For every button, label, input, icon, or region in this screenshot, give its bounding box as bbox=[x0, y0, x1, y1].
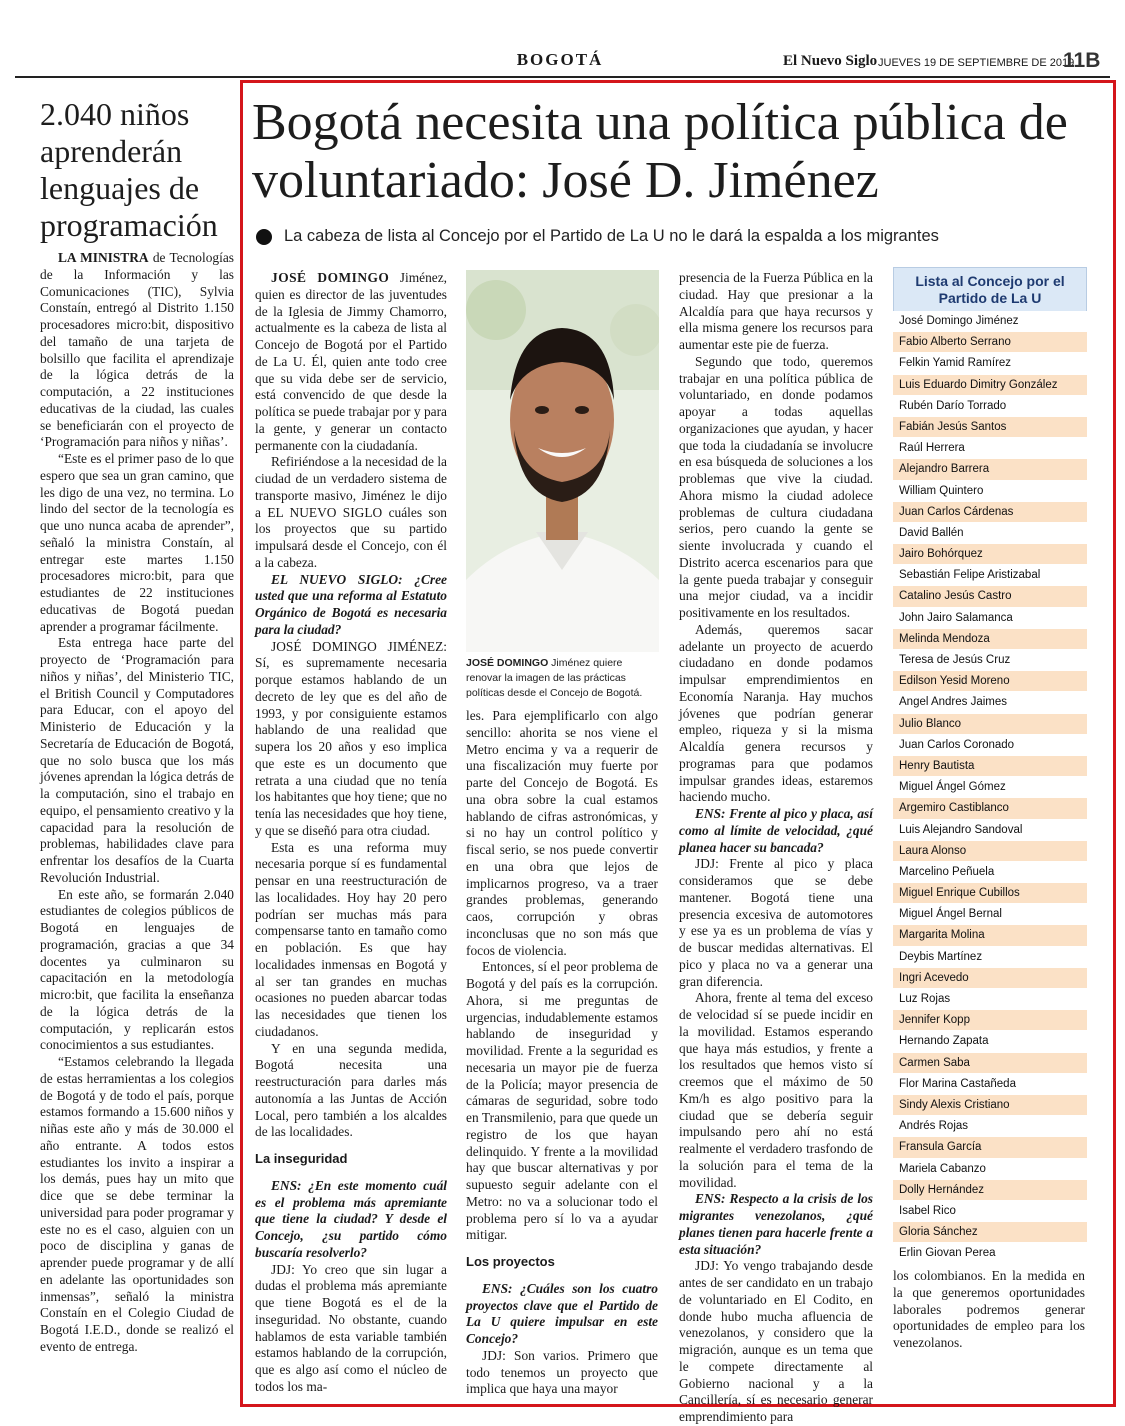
paragraph: JDJ: Yo creo que sin lugar a dudas el problema más apremiante que tiene Bogotá es el de la inseguridad. No obstante, cuando hablamos de esta variable también estamos hablando de la corrupción, que es algo así como el núcleo de todos los ma- bbox=[255, 1261, 447, 1394]
candidate-list-item: Erlin Giovan Perea bbox=[893, 1243, 1087, 1264]
subtitle-text: La cabeza de lista al Concejo por el Partido de La U no le dará la espalda a los migrantes bbox=[284, 227, 939, 245]
article-column-2 bbox=[466, 708, 658, 1398]
interview-question: EL NUEVO SIGLO: ¿Cree usted que una reforma al Estatuto Orgánico de Bogotá es necesaria para la ciudad? bbox=[255, 571, 447, 637]
candidate-list-item: Carmen Saba bbox=[893, 1053, 1087, 1074]
candidate-list-item: Teresa de Jesús Cruz bbox=[893, 650, 1087, 671]
paragraph: Segundo que todo, queremos trabajar en una política pública de voluntariado, en donde podamos apoyar a todas aquellas organizaciones que ayudan, y hacer que toda la ciudadanía se involucre en esa búsqueda de soluciones a los problemas que vive la ciudad. Ahora mismo la ciudad adolece problemas de cultura ciudadana serios, pero cuando la gente se siente involucrada y cuando el Distrito acerca escenarios para que la gente pueda trabajar y conseguir una mejor ciudad, va a incidir positivamente en los resultados. bbox=[679, 353, 873, 620]
paragraph: JDJ: Yo vengo trabajando desde antes de ser candidato en un trabajo de voluntariado en El Codito, en donde hubo mucha afluencia de venezolanos, y considero que la migración, aunque es un tema que le compete directamente al Gobierno nacional y a la Cancillería, sí es necesario generar emprendimiento para bbox=[679, 1258, 873, 1424]
paragraph: les. Para ejemplificarlo con algo sencillo: ahorita se nos viene el Metro encima y va a requerir de una fiscalización muy fuerte por parte del Concejo de Bogotá. Es una obra sobre la cual estamos hablando de cifras astronómicas, y si no hay un control político y fiscal serio, se nos puede convertir en una obra que lejos de implicarnos progreso, va a traer grandes problemas, generando caos, corrupción y obras inconclusas que no son más que focos de violencia. bbox=[466, 708, 658, 958]
main-article-title: Bogotá necesita una política pública de voluntariado: José D. Jiménez bbox=[252, 94, 1068, 209]
photo-caption bbox=[466, 656, 660, 701]
article-column-4 bbox=[893, 1268, 1085, 1352]
paragraph: Además, queremos sacar adelante un proyecto de acuerdo ciudadano en donde podamos impulsar emprendimientos en Economía Naranja. Hay muchos jóvenes que podrían generar empleo, riqueza y si la misma Alcaldía genera recursos y programas para que podamos impulsar grandes ideas, estaremos haciendo mucho. bbox=[679, 621, 873, 805]
candidate-list-item: Andrés Rojas bbox=[893, 1116, 1087, 1137]
portrait-photo bbox=[466, 270, 659, 652]
candidate-list-item: Luis Eduardo Dimitry González bbox=[893, 375, 1087, 396]
candidate-list-item: Catalino Jesús Castro bbox=[893, 586, 1087, 607]
paragraph: JOSÉ DOMINGO JIMÉNEZ: Sí, es supremamente necesaria porque estamos hablando de un decreto de ley que es del año de 1993, y por consiguiente estamos hablando de una realidad que supera los 20 años y eso implica que este es un documento que retrata a una ciudad que no tenía los habitantes que hoy tiene; que no tenía las necesidades que hoy tiene, y que se diseñó para otra ciudad. bbox=[255, 638, 447, 838]
candidate-list-item: Luz Rojas bbox=[893, 989, 1087, 1010]
side-paragraph bbox=[40, 250, 234, 451]
candidate-list-item: Marcelino Peñuela bbox=[893, 862, 1087, 883]
section-heading: La inseguridad bbox=[255, 1151, 348, 1166]
candidate-list-item: Deybis Martínez bbox=[893, 947, 1087, 968]
paragraph: Y en una segunda medida, Bogotá necesita una reestructuración para darles más autonomía a las Juntas de Acción Local, pero también a los alcaldes de las localidades. bbox=[255, 1040, 447, 1140]
candidate-list-rows bbox=[893, 311, 1087, 1264]
section-name: BOGOTÁ bbox=[516, 50, 604, 69]
candidate-list-item: Julio Blanco bbox=[893, 714, 1087, 735]
paragraph bbox=[255, 270, 447, 454]
candidate-list-item: Rubén Darío Torrado bbox=[893, 396, 1087, 417]
newspaper-name: El Nuevo Siglo bbox=[783, 53, 878, 69]
candidate-list-item: Miguel Ángel Gómez bbox=[893, 777, 1087, 798]
candidate-list bbox=[893, 267, 1087, 1263]
candidate-list-item: Miguel Enrique Cubillos bbox=[893, 883, 1087, 904]
paragraph: presencia de la Fuerza Pública en la ciudad. Hay que presionar a la Alcaldía para que haya recursos y ella misma genere los recursos para aumentar este pie de fuerza. bbox=[679, 270, 873, 352]
side-lead: LA MINISTRA bbox=[58, 250, 149, 265]
candidate-list-item: David Ballén bbox=[893, 523, 1087, 544]
interview-question: ENS: ¿En este momento cuál es el problema más apremiante que tiene la ciudad? Y desde el Concejo, ¿su partido cómo buscaría resolverlo? bbox=[255, 1177, 447, 1260]
paragraph: JDJ: Frente al pico y placa consideramos que se debe mantener. Bogotá tiene una presencia excesiva de automotores y ese ya es un problema de vías y de buscar medidas alternativas. El pico y placa no va a generar una gran diferencia. bbox=[679, 856, 873, 989]
paragraph: Ahora, frente al tema del exceso de velocidad sí se puede incidir en la movilidad. Estamos esperando que haya más estudios, y frente a los resultados que hemos visto sí creemos que el máximo de 50 Km/h es algo positivo para la ciudad que se debería seguir impulsando pero ahí no está realmente el verdadero trasfondo de la solución para el tema de la movilidad. bbox=[679, 990, 873, 1190]
side-paragraph: “Este es el primer paso de lo que espero que sea un gran camino, que les digo de una vez, no termina. Lo lindo del sector de la tecnología es que uno nunca acaba de aprender”, señaló la ministra Constaín, al entregar este martes 1.150 procesadores micro:bit, para que estudiantes de 22 instituciones educativas de Bogotá puedan aprender a programar fácilmente. bbox=[40, 451, 234, 634]
lead-name: JOSÉ DOMINGO bbox=[271, 270, 390, 285]
candidate-list-item: Henry Bautista bbox=[893, 756, 1087, 777]
candidate-list-item: Laura Alonso bbox=[893, 841, 1087, 862]
candidate-list-item: Hernando Zapata bbox=[893, 1031, 1087, 1052]
candidate-list-item: Juan Carlos Coronado bbox=[893, 735, 1087, 756]
candidate-list-item: Jairo Bohórquez bbox=[893, 544, 1087, 565]
main-article-subtitle bbox=[256, 227, 1116, 246]
section-heading: Los proyectos bbox=[466, 1254, 555, 1269]
paragraph: los colombianos. En la medida en la que generemos oportunidades laborales podremos generar oportunidades de empleo para los venezolanos. bbox=[893, 1268, 1085, 1350]
side-paragraph: “Estamos celebrando la llegada de estas herramientas a los colegios de Bogotá y de todo el país, porque estamos formando a 15.600 niños y niñas este año y más de 30.000 el año entrante. A todos estos estudiantes los invito a inspirar a los demás, pues hay un mito que dice que se debe terminar la universidad para poder programar y este no es el caso, alguien con un poco de disciplina y ganas de aprender puede programar y de allí en adelante las oportunidades son inmensas”, señaló la ministra Constaín en el Colegio Ciudad de Bogotá I.E.D., donde se realizó el evento de entrega. bbox=[40, 1054, 234, 1354]
paragraph-text: Jiménez, quien es director de las juventudes de la Iglesia de Jimmy Chamorro, actualmente es la cabeza de lista al Concejo de Bogotá por el Partido de La U. Él, quien ante todo cree que su vida debe ser de servicio, está convencido de que desde la política se puede trabajar por y para la gente, y generar un contacto permanente con la ciudadanía. bbox=[255, 270, 447, 453]
page-number: 11B bbox=[1063, 49, 1101, 72]
candidate-list-item: William Quintero bbox=[893, 481, 1087, 502]
candidate-list-item: Margarita Molina bbox=[893, 925, 1087, 946]
issue-date: JUEVES 19 DE SEPTIEMBRE DE 2019 bbox=[878, 57, 1075, 69]
portrait-image bbox=[466, 270, 659, 652]
candidate-list-item: Mariela Cabanzo bbox=[893, 1159, 1087, 1180]
side-paragraph: En este año, se formarán 2.040 estudiantes de colegios públicos de Bogotá en lenguajes de programación, gracias a que 34 docentes ya culminaron su capacitación en la metodología micro:bit, que facilita la enseñanza de la lógica detrás de la computación, y replicarán estos conocimientos a sus estudiantes. bbox=[40, 886, 234, 1053]
candidate-list-item: John Jairo Salamanca bbox=[893, 608, 1087, 629]
candidate-list-item: Sebastián Felipe Aristizabal bbox=[893, 565, 1087, 586]
candidate-list-item: Dolly Hernández bbox=[893, 1180, 1087, 1201]
candidate-list-item: Sindy Alexis Cristiano bbox=[893, 1095, 1087, 1116]
candidate-list-item: Gloria Sánchez bbox=[893, 1222, 1087, 1243]
candidate-list-item: Miguel Ángel Bernal bbox=[893, 904, 1087, 925]
candidate-list-item: Ingri Acevedo bbox=[893, 968, 1087, 989]
article-column-3 bbox=[679, 270, 873, 1426]
candidate-list-item: Alejandro Barrera bbox=[893, 459, 1087, 480]
side-article-body bbox=[40, 250, 234, 1356]
candidate-list-item: Fabián Jesús Santos bbox=[893, 417, 1087, 438]
paragraph: Esta es una reforma muy necesaria porque sí es fundamental pensar en una reestructuración de las localidades. Hoy hay 20 pero podrían ser muchas más para compensarse tanto en tamaño como en población. Es que hay localidades inmensas en Bogotá y al ser tan grandes en muchas ocasiones no pueden abarcar todas las necesidades que tienen los ciudadanos. bbox=[255, 839, 447, 1039]
side-article-title: 2.040 niños aprenderán lenguajes de programación bbox=[40, 96, 218, 243]
caption-lead: JOSÉ DOMINGO bbox=[466, 657, 549, 669]
side-text: de Tecnologías de la Información y las Comunicaciones (TIC), Sylvia Constaín, entregó al Distrito 1.150 procesadores micro:bit, dispositivo del tamaño de una tarjeta de bolsillo que facilita el aprendizaje de la lógica detrás de la computación, a 22 instituciones educativas de la ciudad, las cuales se beneficiarán con el proyecto de ‘Programación para niños y niñas’. bbox=[40, 250, 234, 450]
interview-question: ENS: Frente al pico y placa, así como al límite de velocidad, ¿qué planea hacer su bancada? bbox=[679, 806, 873, 855]
paragraph: JDJ: Son varios. Primero que todo tenemos un proyecto que implica que haya una mayor bbox=[466, 1347, 658, 1397]
header-rule bbox=[15, 76, 1110, 78]
candidate-list-item: José Domingo Jiménez bbox=[893, 311, 1087, 332]
side-paragraph: Esta entrega hace parte del proyecto de ‘Programación para niños y niñas’, del Ministerio TIC, el British Council y Computadores para Educar, con el apoyo del Ministerio de Educación y la Secretaría de Educación de Bogotá, que no solo busca que los más jóvenes aprendan la lógica detrás de la computación, sino el trabajo en equipo, el pensamiento creativo y la capacidad para la resolución de problemas, habilidades clave para enfrentar los desafíos de la Cuarta Revolución Industrial. bbox=[40, 635, 234, 885]
paragraph: Entonces, sí el peor problema de Bogotá y del país es la corrupción. Ahora, si me preguntas de urgencias, indudablemente estamos hablando de inseguridad y movilidad. Frente a la seguridad es necesaria un mayor pie de fuerza de la Policía; mayor presencia de cámaras de seguridad, sobre todo en Transmilenio, para que quede un registro de los que hayan delinquido. Y frente a la movilidad hay que buscar alternativas y por supuesto seguir adelante con el Metro: no va a solucionar todo el problema pero sí lo va a ayudar mitigar. bbox=[466, 959, 658, 1243]
candidate-list-item: Edilson Yesid Moreno bbox=[893, 671, 1087, 692]
candidate-list-item: Angel Andres Jaimes bbox=[893, 692, 1087, 713]
candidate-list-item: Fransula García bbox=[893, 1137, 1087, 1158]
candidate-list-title: Lista al Concejo por el Partido de La U bbox=[893, 267, 1087, 311]
candidate-list-item: Luis Alejandro Sandoval bbox=[893, 820, 1087, 841]
candidate-list-item: Raúl Herrera bbox=[893, 438, 1087, 459]
caption-text: Jiménez quiere renovar la imagen de las prácticas políticas desde el Concejo de Bogotá. bbox=[466, 657, 643, 699]
paragraph: Refiriéndose a la necesidad de la ciudad de un verdadero sistema de transporte masivo, Jiménez le dijo a EL NUEVO SIGLO cuáles son los proyectos que su partido impulsará desde el Concejo, con él a la cabeza. bbox=[255, 454, 447, 570]
candidate-list-item: Juan Carlos Cárdenas bbox=[893, 502, 1087, 523]
interview-question: ENS: Respecto a la crisis de los migrantes venezolanos, ¿qué planes tienen para hacerle frente a esta situación? bbox=[679, 1191, 873, 1257]
candidate-list-item: Argemiro Castiblanco bbox=[893, 798, 1087, 819]
article-column-1 bbox=[255, 270, 447, 1396]
candidate-list-item: Jennifer Kopp bbox=[893, 1010, 1087, 1031]
candidate-list-item: Flor Marina Castañeda bbox=[893, 1074, 1087, 1095]
candidate-list-item: Melinda Mendoza bbox=[893, 629, 1087, 650]
candidate-list-item: Felkin Yamid Ramírez bbox=[893, 353, 1087, 374]
candidate-list-item: Isabel Rico bbox=[893, 1201, 1087, 1222]
candidate-list-item: Fabio Alberto Serrano bbox=[893, 332, 1087, 353]
bullet-icon bbox=[256, 229, 272, 245]
interview-question: ENS: ¿Cuáles son los cuatro proyectos clave que el Partido de La U quiere impulsar en este Concejo? bbox=[466, 1280, 658, 1346]
